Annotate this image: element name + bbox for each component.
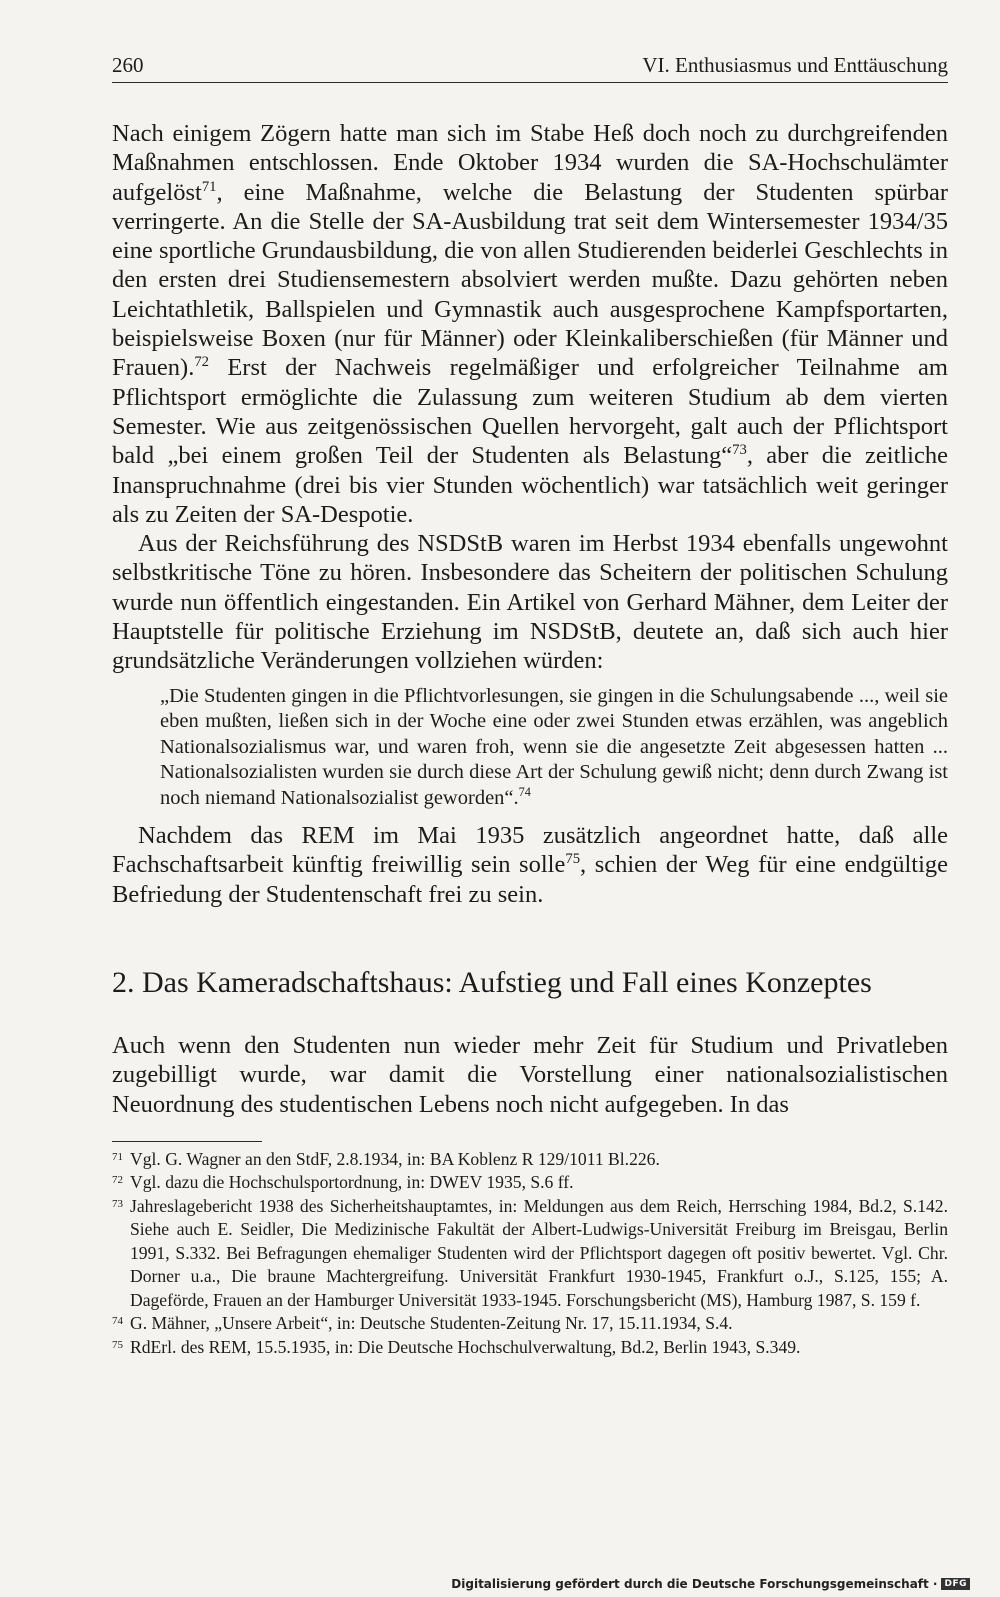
footnote [112,1171,948,1195]
block-quote: „Die Studenten gingen in die Pflichtvorlesungen, sie gingen in die Schulungsabende ..., weil sie eben mußten, ließen sich in der Woche eine oder zwei Stunden etwas erzählen, was angeblich Nationalsozialismus war, und waren froh, wenn sie die angesetzte Zeit abgesessen hatten ... Nationalsozialisten wurden sie durch diese Art der Schulung gewiß nicht; denn durch Zwang ist noch niemand Nationalsozialist geworden“.$^{74}$ [160,684,948,809]
footnote-text: G. Mähner, „Unsere Arbeit“, in: Deutsche Studenten-Zeitung Nr. 17, 15.11.1934, S.4. [130,1313,733,1334]
digitization-footer [451,1577,970,1591]
footnote [112,1148,948,1172]
footnote [112,1312,948,1336]
footnote-number: 72 [112,1174,123,1187]
footnote-ref[interactable]: 75 [565,851,581,868]
dfg-logo-icon: DFG [941,1578,970,1590]
footnote-text: Jahreslagebericht 1938 des Sicherheitshauptamtes, in: Meldungen aus dem Reich, Herrsching 1984, Bd.2, S.142. Siehe auch E. Seidler, Die Medizinische Fakultät der Albert-Ludwigs-Universität Freiburg im Breisgau, Berlin 1991, S.332. Bei Befragungen ehemaliger Studenten wird der Pflichtsport dagegen oft positiv bewertet. Vgl. Chr. Dorner u.a., Die braune Machtergreifung. Universität Frankfurt 1930-1945, Frankfurt o.J., S.125, 155; A. Dageförde, Frauen an der Hamburger Universität 1933-1945. Forschungsbericht (MS), Hamburg 1987, S. 159 f. [130,1195,948,1310]
paragraph: Auch wenn den Studenten nun wieder mehr Zeit für Studium und Privatleben zugebilligt wurde, war damit die Vorstellung einer nationalsozialistischen Neuordnung des studentischen Lebens noch nicht aufgegeben. In das [112,1032,948,1118]
footnotes [112,1148,948,1360]
body-text [112,119,948,1119]
footnote-number: 75 [112,1338,123,1351]
footnote-ref[interactable]: 71 [201,178,217,195]
footnote-ref[interactable]: 72 [194,354,210,371]
running-head [112,52,948,83]
paragraph: Nachdem das REM im Mai 1935 zusätzlich angeordnet hatte, daß alle Fachschaftsarbeit künftig freiwillig sein solle$^{75}$, schien der Weg für eine endgültige Befriedung der Studentenschaft frei zu sein. [112,822,949,908]
paragraph: Aus der Reichsführung des NSDStB waren im Herbst 1934 ebenfalls ungewohnt selbstkritische Töne zu hören. Insbesondere das Scheitern der politischen Schulung wurde nun öffentlich eingestanden. Ein Artikel von Gerhard Mähner, dem Leiter der Hauptstelle für politische Erziehung im NSDStB, deutete an, daß sich auch hier grundsätzliche Veränderungen vollziehen würden: [112,530,948,675]
footnote-number: 74 [112,1315,123,1328]
footnote-text: Vgl. dazu die Hochschulsportordnung, in: DWEV 1935, S.6 ff. [130,1172,574,1193]
paragraph: Nach einigem Zögern hatte man sich im Stabe Heß doch noch zu durchgreifenden Maßnahmen entschlossen. Ende Oktober 1934 wurden die SA-Hochschulämter aufgelöst$^{71}$, eine Maßnahme, welche die Belastung der Studenten spürbar verringerte. An die Stelle der SA-Ausbildung trat seit dem Wintersemester 1934/35 eine sportliche Grundausbildung, die von allen Studierenden beiderlei Geschlechts in den ersten drei Studiensemestern absolviert werden mußte. Dazu gehörten neben Leichtathletik, Ballspielen und Gymnastik auch ausgesprochene Kampfsportarten, beispielsweise Boxen (nur für Männer) oder Kleinkaliberschießen (für Männer und Frauen).$^{72}$ Erst der Nachweis regelmäßiger und erfolgreicher Teilnahme am Pflichtsport ermöglichte die Zulassung zum weiteren Studium ab dem vierten Semester. Wie aus zeitgenössischen Quellen hervorgeht, galt auch der Pflichtsport bald „bei einem großen Teil der Studenten als Belastung“$^{73}$, aber die zeitliche Inanspruchnahme (drei bis vier Stunden wöchentlich) war tatsächlich weit geringer als zu Zeiten der SA-Despotie. [112,120,948,528]
footnote-text: Vgl. G. Wagner an den StdF, 2.8.1934, in: BA Koblenz R 129/1011 Bl.226. [130,1148,660,1169]
footnote-number: 73 [112,1197,123,1210]
footnote-ref[interactable]: 73 [732,442,747,459]
section-heading: 2. Das Kameradschaftshaus: Aufstieg und Fall eines Konzeptes [112,966,872,1000]
footnote-ref[interactable]: 74 [518,784,531,799]
footnote-text: RdErl. des REM, 15.5.1935, in: Die Deutsche Hochschulverwaltung, Bd.2, Berlin 1943, S.349. [130,1336,801,1357]
footnote [112,1195,948,1313]
page-number: 260 [112,53,144,77]
footnote [112,1336,948,1360]
chapter-title: VI. Enthusiasmus und Enttäuschung [642,53,948,77]
footnote-divider [112,1141,262,1142]
book-page [112,52,948,1359]
digitization-note: Digitalisierung gefördert durch die Deutsche Forschungsgemeinschaft · [451,1577,938,1591]
footnote-number: 71 [112,1150,123,1163]
